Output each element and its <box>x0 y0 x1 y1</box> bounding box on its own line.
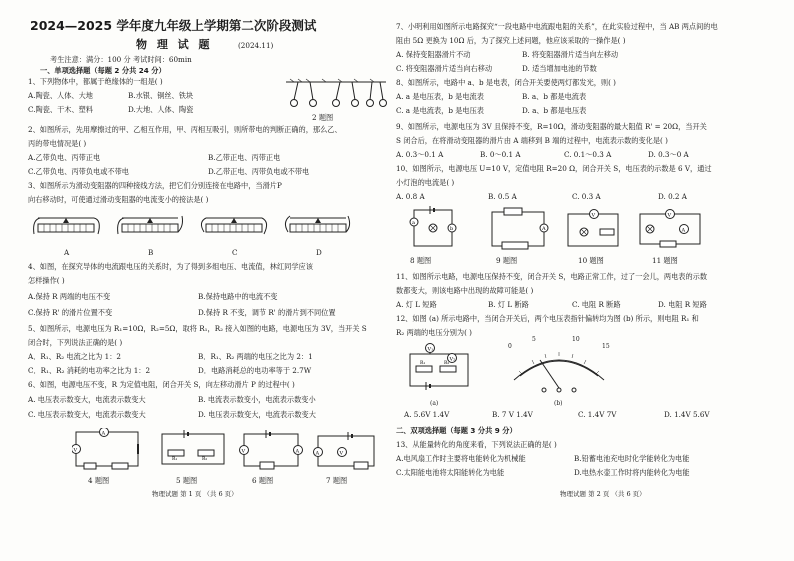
q12-stem-2: R₂ 两端的电压分别为( ) <box>396 328 472 337</box>
fig4-caption: 4 题图 <box>88 476 110 485</box>
q4-stem-2: 怎样操作( ) <box>28 276 65 285</box>
svg-text:A: A <box>101 430 106 437</box>
q13-option-d: D.电热水壶工作时将内能转化为电能 <box>574 468 690 477</box>
q2-stem-2: 丙的带电情况是( ) <box>28 139 87 148</box>
subject-title: 物 理 试 题 <box>136 38 213 51</box>
q3-label-c: C <box>232 248 238 257</box>
fig11-caption: 11 题图 <box>652 256 678 265</box>
q9-stem-2: S 闭合后，在将滑动变阻器的滑片由 A 端移到 B 端的过程中，电流表示数的变化是( ) <box>396 136 668 145</box>
q4-stem: 4、如图，在探究导体的电流跟电压的关系时，为了得到多组电压、电流值，林红同学应该 <box>28 262 313 271</box>
svg-text:R₂: R₂ <box>202 457 208 462</box>
footer-left: 物理试题 第 1 页 （共 6 页） <box>152 490 238 498</box>
svg-text:A: A <box>681 227 686 234</box>
q12-option-c: C. 1.4V 7V <box>578 410 617 419</box>
fig12a-caption: (a) <box>430 400 439 407</box>
q8-option-b: B. a、b 都是电流表 <box>522 92 587 101</box>
fig8-caption: 8 题图 <box>410 256 432 265</box>
svg-text:V: V <box>591 212 596 219</box>
svg-text:V: V <box>73 447 78 454</box>
q3-stem-2: 向右移动时，可使通过滑动变阻器的电流变小的接法是( ) <box>28 195 209 204</box>
q8-option-a: A. a 是电压表，b 是电流表 <box>396 92 484 101</box>
q10-option-d: D. 0.2 A <box>658 192 687 201</box>
q12-option-a: A. 5.6V 1.4V <box>404 410 450 419</box>
meter-tick-10: 10 <box>572 336 580 343</box>
q1-option-a: A.陶瓷、人体、大地 <box>28 91 93 100</box>
circuit-figures-4-to-7 <box>72 428 382 474</box>
fig5-caption: 5 题图 <box>176 476 198 485</box>
fig10-caption: 10 题图 <box>578 256 604 265</box>
q9-option-d: D. 0.3～0 A <box>648 150 689 159</box>
q5-option-d: D．电路消耗总的电功率等于 2.7W <box>198 366 312 375</box>
q12-stem: 12、如图 (a) 所示电路中，当闭合开关后，两个电压表指针偏转均为图 (b) 所示，则电阻 R₁ 和 <box>396 314 699 323</box>
q11-stem: 11、如图所示电路，电源电压保持不变，闭合开关 S，电路正常工作，过了一会儿，两电表的示数 <box>396 272 708 281</box>
q7-stem: 7、小明利用如图所示电路探究“一段电路中电流跟电阻的关系”，在此实验过程中，当 AB 两点间的电 <box>396 22 718 31</box>
q13-option-a: A.电风扇工作时主要将电能转化为机械能 <box>396 454 526 463</box>
svg-text:A: A <box>315 450 320 457</box>
q13-stem: 13、从能量转化的角度来看，下列说法正确的是( ) <box>396 440 557 449</box>
q12-option-b: B. 7 V 1.4V <box>492 410 533 419</box>
q1-option-b: B.水银、铜丝、铁块 <box>128 91 194 100</box>
q8-option-d: D. a、b 都是电压表 <box>522 106 587 115</box>
svg-text:V: V <box>339 450 344 457</box>
exam-title: 2024—2025 学年度九年级上学期第二次阶段测试 <box>30 18 317 33</box>
q2-option-a: A.乙带负电、丙带正电 <box>28 153 101 162</box>
fig2-caption: 2 题图 <box>312 113 334 122</box>
q6-stem: 6、如图，电源电压不变，R 为定值电阻，闭合开关 S，向左移动滑片 P 的过程中( ) <box>28 380 295 389</box>
q5-stem-2: 闭合时，下列说法正确的是( ) <box>28 338 123 347</box>
q8-option-c: C. a 是电流表，b 是电压表 <box>396 106 484 115</box>
q4-option-b: B.保持电路中的电流不变 <box>198 292 278 301</box>
q7-stem-2: 阻由 5Ω 更换为 10Ω 后，为了探究上述问题，他应该采取的一操作是( ) <box>396 36 626 45</box>
q7-option-a: A. 保持变阻器滑片不动 <box>396 50 471 59</box>
fig12b-caption: (b) <box>554 400 563 407</box>
q6-option-a: A. 电压表示数变大，电流表示数变大 <box>28 395 146 404</box>
q3-label-a: A <box>64 248 70 257</box>
q9-option-c: C. 0.1～0.3 A <box>564 150 612 159</box>
q3-stem: 3、如图所示为滑动变阻器的四种接线方法，把它们分别连接在电路中，当滑片P <box>28 181 282 190</box>
q6-option-c: C. 电压表示数变大，电流表示数变大 <box>28 410 146 419</box>
svg-text:R₁: R₁ <box>172 457 178 462</box>
svg-text:V₁: V₁ <box>427 346 434 353</box>
svg-text:V₂: V₂ <box>449 356 456 363</box>
q2-stem: 2、如图所示，先用摩擦过的甲、乙相互作用，甲、丙相互吸引，则所带电的判断正确的，那么乙、 <box>28 125 342 134</box>
meter-tick-0: 0 <box>508 343 512 350</box>
q12-figures <box>404 340 634 400</box>
svg-text:V: V <box>241 448 246 455</box>
q5-option-b: B．R₁、R₂ 两端的电压之比为 2：1 <box>198 352 313 361</box>
q11-option-c: C. 电阻 R 断路 <box>572 300 621 309</box>
q4-option-d: D.保持 R 不变，调节 R' 的滑片到不同位置 <box>198 308 336 317</box>
svg-text:R₁: R₁ <box>420 361 426 366</box>
q10-option-b: B. 0.5 A <box>488 192 517 201</box>
circuit-figures-8-to-11 <box>408 206 708 254</box>
exam-date: (2024.11) <box>238 41 274 50</box>
q11-option-a: A. 灯 L 短路 <box>396 300 437 309</box>
q11-stem-2: 数都变大，则该电路中出现的故障可能是( ) <box>396 286 534 295</box>
section-2-heading: 二、双项选择题（每题 3 分共 9 分） <box>396 426 517 435</box>
q9-option-b: B. 0～0.1 A <box>480 150 521 159</box>
q11-option-b: B. 灯 L 断路 <box>488 300 529 309</box>
q13-option-b: B.铅蓄电池充电时化学能转化为电能 <box>574 454 690 463</box>
meter-tick-15: 15 <box>602 343 610 350</box>
q3-rheostat-figures <box>32 212 372 250</box>
q3-label-b: B <box>148 248 154 257</box>
svg-text:b: b <box>450 226 454 232</box>
q4-option-a: A.保持 R 两端的电压不变 <box>28 292 111 301</box>
fig7-caption: 7 题图 <box>326 476 348 485</box>
q9-stem: 9、如图所示，电源电压为 3V 且保持不变，R=10Ω，滑动变阻器的最大阻值 R' = 20Ω，当开关 <box>396 122 707 131</box>
q2-option-b: B.乙带正电、丙带正电 <box>208 153 281 162</box>
svg-text:a: a <box>412 220 415 226</box>
q12-option-d: D. 1.4V 5.6V <box>664 410 710 419</box>
q6-option-b: B. 电流表示数变小，电流表示数变小 <box>198 395 316 404</box>
fig2-suspended-balls <box>282 78 392 120</box>
q6-option-d: D. 电压表示数变大，电流表示数变大 <box>198 410 316 419</box>
q7-option-c: C. 将变阻器滑片适当向右移动 <box>396 64 493 73</box>
q5-option-a: A．R₁、R₂ 电流之比为 1：2 <box>28 352 121 361</box>
section-1-heading: 一、单项选择题（每题 2 分共 24 分） <box>40 66 166 75</box>
q11-option-d: D. 电阻 R 短路 <box>658 300 707 309</box>
q8-stem: 8、如图所示，电路中 a、b 是电表，闭合开关要使两灯都发光，则( ) <box>396 78 616 87</box>
fig9-caption: 9 题图 <box>496 256 518 265</box>
svg-text:A: A <box>295 448 300 455</box>
svg-text:V: V <box>667 212 672 219</box>
q2-option-c: C.乙带负电、丙带负电或不带电 <box>28 167 129 176</box>
q1-option-c: C.陶瓷、干木、塑料 <box>28 105 94 114</box>
q5-stem: 5、如图所示，电源电压为 R₁=10Ω，R₂=5Ω，取将 R₁，R₂ 接入如图的电路，电源电压为 3V，当开关 S <box>28 324 367 333</box>
q3-label-d: D <box>316 248 322 257</box>
q7-option-b: B. 将变阻器滑片适当向左移动 <box>522 50 619 59</box>
footer-right: 物理试题 第 2 页 （共 6 页） <box>560 490 646 498</box>
svg-text:A: A <box>542 226 546 232</box>
q10-stem: 10、如图所示，电源电压 U=10 V，定值电阻 R=20 Ω，闭合开关 S，电压表的示数是 6 V，通过 <box>396 164 712 173</box>
q4-option-c: C.保持 R' 的滑片位置不变 <box>28 308 113 317</box>
q9-option-a: A. 0.3～0.1 A <box>396 150 444 159</box>
exam-meta: 考生注意：满分：100 分 考试时间：60min <box>50 55 192 64</box>
q2-option-d: D.乙带正电、丙带负电或不带电 <box>208 167 310 176</box>
q7-option-d: D. 适当增加电池的节数 <box>522 64 597 73</box>
q1-stem: 1、下列物体中，都属于绝缘体的一组是( ) <box>28 77 163 86</box>
q1-option-d: D.大地、人体、陶瓷 <box>128 105 194 114</box>
svg-text:R₂: R₂ <box>444 361 450 366</box>
q5-option-c: C．R₁、R₂ 消耗的电功率之比为 1：2 <box>28 366 151 375</box>
fig6-caption: 6 题图 <box>252 476 274 485</box>
meter-tick-5: 5 <box>532 336 536 343</box>
q10-option-a: A. 0.8 A <box>396 192 425 201</box>
q10-stem-2: 小灯泡的电流是( ) <box>396 178 455 187</box>
q13-option-c: C.太阳能电池将太阳能转化为电能 <box>396 468 505 477</box>
q10-option-c: C. 0.3 A <box>572 192 601 201</box>
